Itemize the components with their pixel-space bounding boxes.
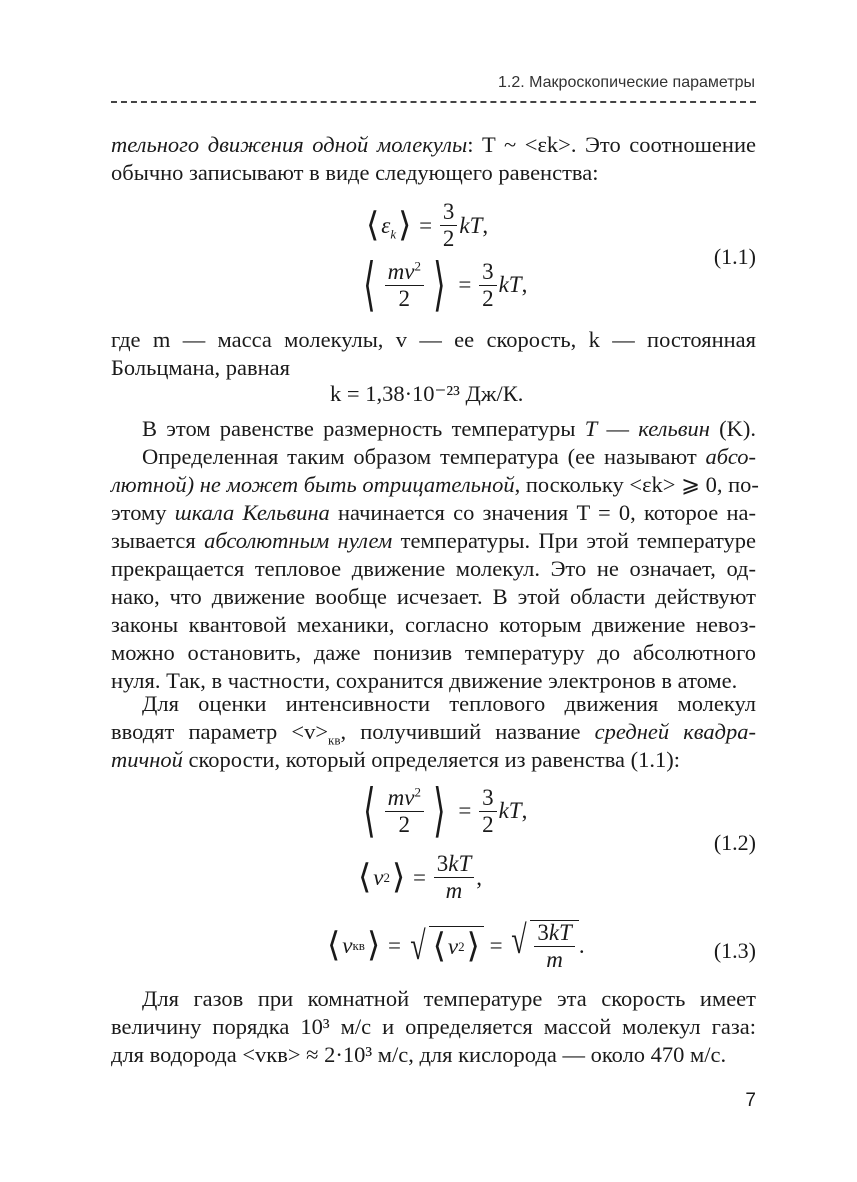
kelvin-line: В этом равенстве размерность температуры T — кельвин (K).: [142, 416, 757, 441]
equation-number-1-3: (1.3): [713, 938, 756, 963]
intro-line-1: тельного движения одной молекулы: T ~ <εk>. Это соотношение: [111, 132, 756, 157]
equation-1-2a: ⟨ $\frac{mv^2}{2}$ ⟩ = $\frac{3}{2}$ kT ,: [363, 778, 528, 843]
equation-1-3: ⟨ v кв ⟩ = √ ⟨ v 2 ⟩ = √ $\frac{3kT}{m}$ .: [327, 917, 585, 972]
equation-1-1a: ⟨ $\varepsilon_k$ ⟩ = $\frac{3}{2}$ kT ,: [366, 199, 489, 251]
page-number: 7: [745, 1090, 756, 1111]
boltzmann-constant: k = 1,38·10⁻²³ Дж/К.: [330, 381, 524, 406]
abs-line-8: можно остановить, даже понизив температуру до абсолютного: [111, 640, 756, 665]
abs-line-1: Определенная таким образом температура (ее называют абсо-: [142, 444, 756, 469]
abs-line-6: нако, что движение вообще исчезает. В этой области действуют: [111, 584, 756, 609]
abs-line-9: нуля. Так, в частности, сохранится движение электронов в атоме.: [111, 668, 738, 693]
vkv-line-1: Для оценки интенсивности теплового движения молекул: [142, 691, 756, 716]
vkv-line-2: вводят параметр $<v>_{кв}$, получивший название средней квадра-: [111, 719, 756, 748]
after-eq1-line-1: где m — масса молекулы, v — ее скорость, k — постоянная: [111, 327, 756, 352]
gas-line-2: величину порядка 10³ м/с и определяется массой молекул газа:: [111, 1014, 756, 1039]
gas-line-3: для водорода <vкв> ≈ 2·10³ м/с, для кислорода — около 470 м/с.: [111, 1042, 727, 1067]
vkv-line-3: тичной скорости, который определяется из равенства (1.1):: [111, 747, 681, 772]
equation-1-1b: ⟨ $\frac{mv^2}{2}$ ⟩ = $\frac{3}{2}$ kT ,: [363, 252, 528, 317]
gas-line-1: Для газов при комнатной температуре эта скорость имеет: [142, 986, 756, 1011]
after-eq1-line-2: Больцмана, равная: [111, 355, 290, 380]
header-divider: [111, 101, 756, 103]
equation-number-1-2: (1.2): [713, 830, 756, 855]
running-title: 1.2. Макроскопические параметры: [498, 74, 755, 91]
abs-line-2: лютной) не может быть отрицательной, поскольку <εk> ⩾ 0, по-: [111, 472, 759, 497]
abs-line-4: зывается абсолютным нулем температуры. При этой температуре: [111, 528, 756, 553]
equation-number-1-1: (1.1): [713, 244, 756, 269]
abs-line-7: законы квантовой механики, согласно которым движение невоз-: [111, 612, 756, 637]
equation-1-2b: ⟨ v 2 ⟩ = $\frac{3kT}{m}$ ,: [358, 851, 482, 903]
abs-line-5: прекращается тепловое движение молекул. Это не означает, од-: [111, 556, 756, 581]
abs-line-3: этому шкала Кельвина начинается со значения T = 0, которое на-: [111, 500, 756, 525]
intro-line-2: обычно записывают в виде следующего равенства:: [111, 160, 599, 185]
